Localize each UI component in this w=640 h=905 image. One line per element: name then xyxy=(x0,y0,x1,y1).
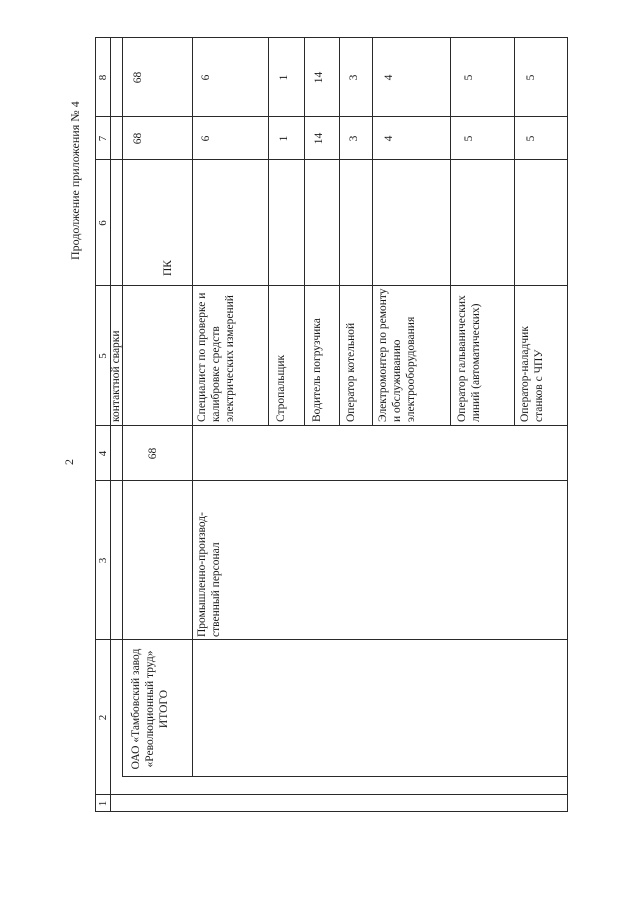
col-number-7: 7 xyxy=(97,135,109,142)
profession-5: Электромонтер по ремонту и обслуживанию электрооборудования xyxy=(377,288,417,422)
row-2-col8: 1 xyxy=(278,74,290,81)
col-divider-3 xyxy=(95,480,568,481)
row-divider-6 xyxy=(514,38,515,426)
row-1-col8: 6 xyxy=(200,74,212,81)
profession-7: Оператор-наладчик станков с ЧПУ xyxy=(519,326,545,422)
row-7-col8: 5 xyxy=(525,74,537,81)
org-name: ОАО «Тамбовский завод «Революционный труд» ИТОГО xyxy=(130,648,170,770)
col-number-5: 5 xyxy=(97,353,109,359)
row-6-col7: 5 xyxy=(463,135,475,142)
profession-2: Стропальщик xyxy=(275,354,287,422)
row-6-col8: 5 xyxy=(463,74,475,81)
row-5-col7: 4 xyxy=(383,135,395,142)
col-divider-5 xyxy=(95,285,568,286)
inner-frame-left xyxy=(122,776,568,777)
row-divider-2 xyxy=(304,38,305,426)
row-7-col7: 5 xyxy=(525,135,537,142)
row-3-col7: 14 xyxy=(313,132,325,145)
table-border-left xyxy=(95,811,568,812)
col-number-3: 3 xyxy=(97,557,109,564)
continued-profession: контактной сварки xyxy=(110,330,122,422)
appendix-heading: Продолжение приложения № 4 xyxy=(68,101,82,260)
row-divider-4 xyxy=(372,38,373,426)
row-2-col7: 1 xyxy=(278,135,290,142)
profession-3: Водитель погрузчика xyxy=(311,318,323,422)
col-number-8: 8 xyxy=(97,74,109,81)
row-3-col8: 14 xyxy=(313,71,325,84)
profession-1: Специалист по проверке и калибровке средств электрических измерений xyxy=(196,292,236,422)
col-number-2: 2 xyxy=(97,714,109,721)
org-row-divider xyxy=(192,38,193,777)
row-5-col8: 4 xyxy=(383,74,395,81)
org-col7: 68 xyxy=(132,132,144,145)
org-total: 68 xyxy=(147,447,159,460)
col-divider-7 xyxy=(95,116,568,117)
page-number: 2 xyxy=(62,459,76,465)
row-4-col7: 3 xyxy=(348,135,360,142)
category-label: Промышленно-производ-ственный персонал xyxy=(196,512,222,637)
col-divider-4 xyxy=(95,425,568,426)
row-divider-1 xyxy=(268,38,269,426)
org-col8: 68 xyxy=(132,71,144,84)
profession-4: Оператор котельной xyxy=(345,322,357,422)
row-divider-5 xyxy=(450,38,451,426)
row-1-col7: 6 xyxy=(200,135,212,142)
col-number-1: 1 xyxy=(97,800,109,807)
col-number-4: 4 xyxy=(97,450,109,457)
row-divider-3 xyxy=(339,38,340,426)
row-4-col8: 3 xyxy=(348,74,360,81)
table-border-right xyxy=(95,37,568,38)
col-divider-1 xyxy=(95,794,568,795)
profession-6: Оператор гальванических линий (автоматических) xyxy=(456,295,482,422)
col-number-6: 6 xyxy=(97,220,109,226)
col-divider-6 xyxy=(95,159,568,160)
col-divider-2 xyxy=(95,639,568,640)
org-pk: ПК xyxy=(162,260,174,276)
